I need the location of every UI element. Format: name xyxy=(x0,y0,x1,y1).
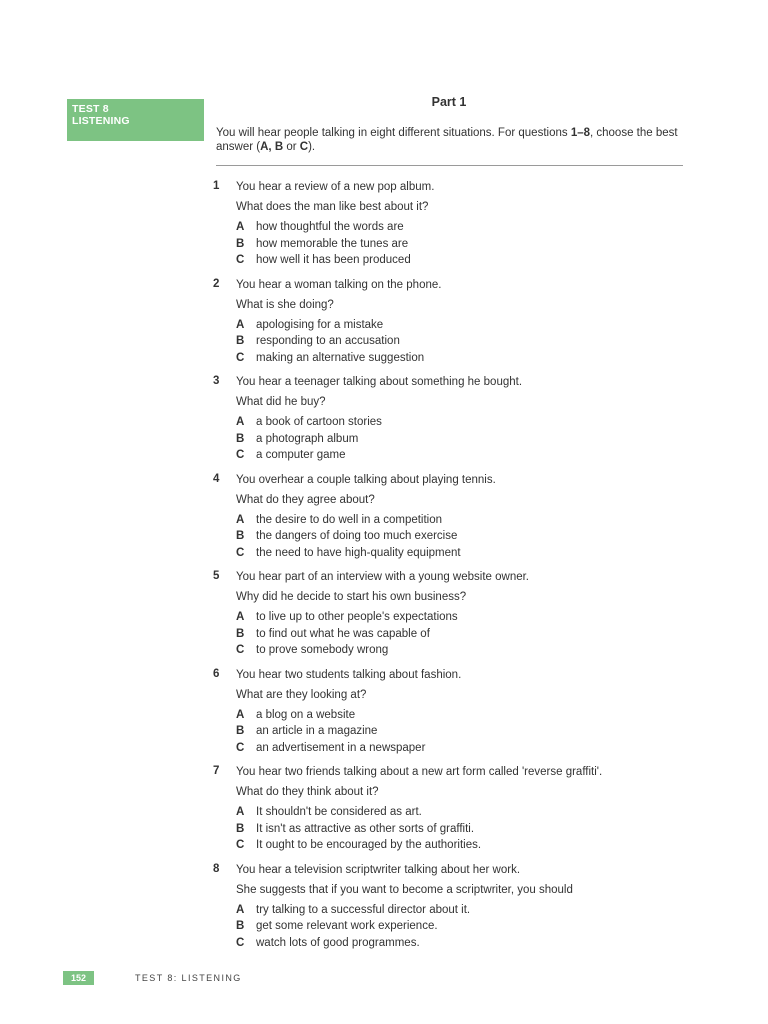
option-letter: C xyxy=(236,644,245,656)
option-letter: A xyxy=(236,513,245,526)
question-number: 7 xyxy=(213,765,220,777)
option-letter: C xyxy=(236,351,245,364)
instructions-middle: , choose the best answer ( xyxy=(216,127,678,153)
option-letter: A xyxy=(236,221,245,233)
option-c[interactable] xyxy=(236,351,424,368)
option-letter: A xyxy=(236,708,245,721)
option-a[interactable] xyxy=(236,610,458,627)
instructions-suffix: ). xyxy=(308,141,316,153)
option-text: how memorable the tunes are xyxy=(256,237,409,250)
question-stem: You hear two students talking about fashion. xyxy=(236,668,462,681)
option-a[interactable] xyxy=(236,318,424,335)
option-list xyxy=(236,318,424,368)
instructions-or: or xyxy=(283,141,300,153)
option-text: responding to an accusation xyxy=(256,335,400,347)
question-prompt: Why did he decide to start his own business? xyxy=(236,591,467,603)
option-letter: B xyxy=(236,920,245,932)
question-7 xyxy=(213,764,683,862)
part-title: Part 1 xyxy=(431,95,467,109)
option-text: to prove somebody wrong xyxy=(256,644,389,656)
question-prompt: What is she doing? xyxy=(236,298,334,311)
option-letter: B xyxy=(236,822,245,835)
option-b[interactable] xyxy=(236,237,411,254)
option-text: watch lots of good programmes. xyxy=(256,936,420,949)
option-letter: A xyxy=(236,611,245,623)
question-number: 8 xyxy=(213,862,220,875)
option-a[interactable] xyxy=(236,805,481,822)
option-text: It isn't as attractive as other sorts of graffiti. xyxy=(256,822,475,835)
option-text: a book of cartoon stories xyxy=(256,416,382,428)
question-prompt: What do they think about it? xyxy=(236,786,379,798)
option-b[interactable] xyxy=(236,529,461,546)
option-a[interactable] xyxy=(236,903,470,920)
option-text: It shouldn't be considered as art. xyxy=(256,806,422,818)
option-letter: B xyxy=(236,530,245,542)
question-prompt: She suggests that if you want to become a scriptwriter, you should xyxy=(236,883,573,896)
option-letter: A xyxy=(236,806,245,818)
option-text: the dangers of doing too much exercise xyxy=(256,530,458,542)
question-prompt: What does the man like best about it? xyxy=(236,201,429,213)
option-c[interactable] xyxy=(236,253,411,270)
question-prompt: What did he buy? xyxy=(236,396,326,408)
section-tab-test: TEST 8 xyxy=(72,103,109,115)
option-text: how well it has been produced xyxy=(256,254,411,266)
option-text: the need to have high-quality equipment xyxy=(256,546,461,559)
question-3 xyxy=(213,374,683,472)
option-list xyxy=(236,513,461,563)
option-a[interactable] xyxy=(236,513,461,530)
option-text: a photograph album xyxy=(256,432,359,445)
option-b[interactable] xyxy=(236,724,425,741)
instructions-option-a: A xyxy=(260,141,269,153)
option-text: how thoughtful the words are xyxy=(256,221,404,233)
instructions-comma: , xyxy=(268,141,275,153)
question-number: 6 xyxy=(213,667,220,680)
option-text: a computer game xyxy=(256,449,346,461)
running-title: TEST 8: LISTENING xyxy=(135,973,242,983)
option-text: to find out what he was capable of xyxy=(256,627,430,640)
question-number: 5 xyxy=(213,570,220,582)
question-6 xyxy=(213,667,683,765)
option-letter: B xyxy=(236,627,245,640)
page-number: 152 xyxy=(63,971,94,985)
question-stem: You hear a woman talking on the phone. xyxy=(236,278,442,291)
option-c[interactable] xyxy=(236,643,458,660)
option-letter: C xyxy=(236,936,245,949)
option-a[interactable] xyxy=(236,415,382,432)
option-text: try talking to a successful director about it. xyxy=(256,903,471,916)
question-number: 3 xyxy=(213,375,220,387)
question-8 xyxy=(213,862,683,960)
option-list xyxy=(236,903,470,953)
option-text: get some relevant work experience. xyxy=(256,920,438,932)
option-text: apologising for a mistake xyxy=(256,318,384,331)
question-number: 4 xyxy=(213,472,220,485)
option-text: making an alternative suggestion xyxy=(256,351,425,364)
option-b[interactable] xyxy=(236,432,382,449)
option-list xyxy=(236,610,458,660)
option-text: an article in a magazine xyxy=(256,725,378,737)
option-text: a blog on a website xyxy=(256,708,356,721)
option-c[interactable] xyxy=(236,546,461,563)
option-list xyxy=(236,415,382,465)
divider-line xyxy=(216,165,683,166)
question-number: 1 xyxy=(213,180,220,192)
question-stem: You hear a review of a new pop album. xyxy=(236,181,435,193)
option-letter: B xyxy=(236,432,245,445)
option-list xyxy=(236,220,411,270)
option-letter: C xyxy=(236,741,245,754)
question-stem: You hear two friends talking about a new art form called 'reverse graffiti'. xyxy=(236,766,603,778)
question-stem: You hear part of an interview with a young website owner. xyxy=(236,571,530,583)
option-letter: A xyxy=(236,416,245,428)
option-a[interactable] xyxy=(236,220,411,237)
option-letter: C xyxy=(236,546,245,559)
question-prompt: What do they agree about? xyxy=(236,493,375,506)
option-text: the desire to do well in a competition xyxy=(256,513,443,526)
option-b[interactable] xyxy=(236,919,470,936)
question-number: 2 xyxy=(213,277,220,290)
question-prompt: What are they looking at? xyxy=(236,688,367,701)
option-c[interactable] xyxy=(236,741,425,758)
option-text: It ought to be encouraged by the authorities. xyxy=(256,839,482,851)
question-stem: You hear a television scriptwriter talking about her work. xyxy=(236,863,521,876)
option-b[interactable] xyxy=(236,822,481,839)
option-c[interactable] xyxy=(236,936,470,953)
question-list xyxy=(213,179,683,959)
option-a[interactable] xyxy=(236,708,425,725)
option-letter: C xyxy=(236,254,245,266)
instructions-range: 1–8 xyxy=(570,127,590,139)
instructions-option-b: B xyxy=(274,141,284,153)
instructions-prefix: You will hear people talking in eight different situations. For questions xyxy=(216,127,571,139)
option-letter: C xyxy=(236,449,245,461)
option-letter: A xyxy=(236,318,245,331)
option-b[interactable] xyxy=(236,334,424,351)
option-text: to live up to other people's expectations xyxy=(256,611,458,623)
question-stem: You hear a teenager talking about something he bought. xyxy=(236,376,523,388)
option-c[interactable] xyxy=(236,448,382,465)
instructions-option-c: C xyxy=(299,141,309,153)
option-letter: B xyxy=(236,335,245,347)
option-letter: C xyxy=(236,839,245,851)
option-list xyxy=(236,708,425,758)
question-5 xyxy=(213,569,683,667)
option-c[interactable] xyxy=(236,838,481,855)
question-2 xyxy=(213,277,683,375)
option-text: an advertisement in a newspaper xyxy=(256,741,426,754)
option-letter: B xyxy=(236,725,245,737)
option-letter: B xyxy=(236,237,245,250)
option-letter: A xyxy=(236,903,245,916)
option-b[interactable] xyxy=(236,627,458,644)
question-1 xyxy=(213,179,683,277)
option-list xyxy=(236,805,481,855)
question-4 xyxy=(213,472,683,570)
instructions xyxy=(216,126,686,154)
section-tab-label: LISTENING xyxy=(72,115,130,127)
question-stem: You overhear a couple talking about playing tennis. xyxy=(236,473,496,486)
